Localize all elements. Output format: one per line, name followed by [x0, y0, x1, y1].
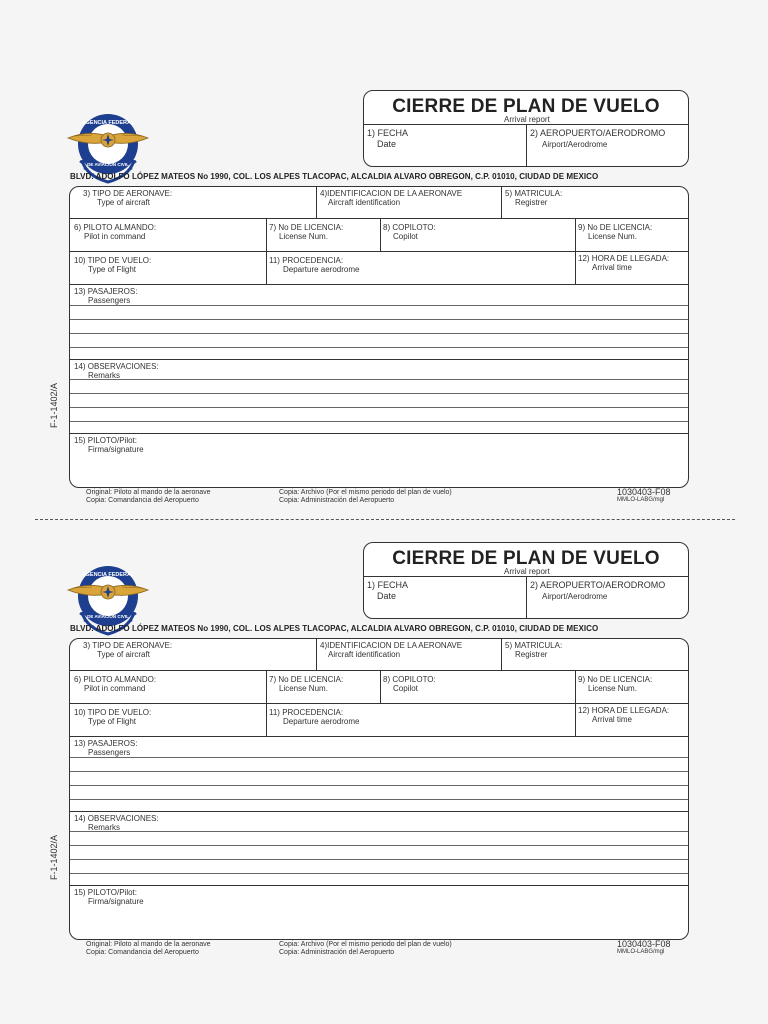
field-pilot-in-command[interactable]	[74, 223, 156, 241]
footer-copy-admin: Copia: Administración del Aeropuerto	[279, 497, 395, 504]
form-code: 1030403-F08	[617, 939, 671, 949]
field-copilot[interactable]	[383, 675, 436, 693]
row-divider	[70, 359, 688, 360]
row-divider	[70, 811, 688, 812]
footer-distribution-left	[86, 489, 211, 505]
col-divider	[501, 639, 502, 670]
field-arrival-time-label: 12) HORA DE LLEGADA:	[578, 706, 670, 715]
field-aircraft-type-label: 3) TIPO DE AERONAVE:	[83, 641, 173, 650]
row-divider	[70, 885, 688, 886]
form-title: CIERRE DE PLAN DE VUELO	[392, 548, 660, 569]
field-pilot-license-label: 7) No DE LICENCIA:	[269, 675, 344, 684]
field-copilot-license-sublabel: License Num.	[588, 684, 637, 693]
col-divider	[575, 218, 576, 284]
field-departure-label: 11) PROCEDENCIA:	[269, 708, 344, 717]
row-divider	[70, 284, 688, 285]
remarks-line	[70, 859, 688, 860]
svg-text:AGENCIA FEDERAL: AGENCIA FEDERAL	[81, 572, 135, 578]
title-box	[363, 542, 689, 619]
field-pilot-label: 6) PILOTO ALMANDO:	[74, 675, 157, 684]
field-registration-sublabel: Registrer	[515, 198, 548, 207]
field-departure[interactable]	[269, 708, 359, 726]
footer-copy-command: Copia: Comandancia del Aeropuerto	[86, 949, 199, 956]
field-pilot-sublabel: Pilot in command	[84, 684, 146, 693]
row-divider	[70, 433, 688, 434]
footer-distribution-left	[86, 941, 211, 957]
field-pilot-in-command[interactable]	[74, 675, 156, 693]
remarks-line	[70, 379, 688, 380]
field-copilot-license-label: 9) No DE LICENCIA:	[578, 223, 653, 232]
field-aircraft-id[interactable]	[320, 189, 462, 207]
footer-original: Original: Piloto al mando de la aeronave	[86, 489, 211, 496]
field-aircraft-type-sublabel: Type of aircraft	[97, 198, 150, 207]
field-passengers[interactable]	[74, 739, 137, 757]
title-box-fields	[364, 124, 688, 166]
field-remarks-label: 14) OBSERVACIONES:	[74, 814, 159, 823]
col-divider	[380, 218, 381, 251]
passenger-line	[70, 333, 688, 334]
passenger-line	[70, 771, 688, 772]
field-pilot-license[interactable]	[269, 675, 343, 693]
field-date-label: 1) FECHA	[367, 128, 409, 138]
field-airport-sublabel: Airport/Aerodrome	[542, 592, 608, 601]
form-code: 1030403-F08	[617, 487, 671, 497]
remarks-line	[70, 845, 688, 846]
field-copilot-label: 8) COPILOTO:	[383, 675, 436, 684]
field-pilot-license-sublabel: License Num.	[279, 232, 328, 241]
field-arrival-time[interactable]	[578, 706, 669, 724]
field-registration-sublabel: Registrer	[515, 650, 548, 659]
field-arrival-time-sublabel: Arrival time	[592, 715, 633, 724]
field-date-sublabel: Date	[377, 139, 397, 149]
field-date[interactable]	[367, 580, 408, 602]
field-remarks-sublabel: Remarks	[88, 823, 121, 832]
field-signature-sublabel: Firma/signature	[88, 445, 144, 454]
field-arrival-time[interactable]	[578, 254, 669, 272]
field-registration[interactable]	[505, 641, 562, 659]
field-aircraft-type[interactable]	[83, 641, 172, 659]
field-remarks-label: 14) OBSERVACIONES:	[74, 362, 159, 371]
row-divider	[70, 670, 688, 671]
passenger-line	[70, 319, 688, 320]
passenger-line	[70, 799, 688, 800]
field-date-label: 1) FECHA	[367, 580, 409, 590]
field-copilot-sublabel: Copilot	[393, 232, 418, 241]
side-form-code: F-1-1402/A	[49, 834, 59, 880]
footer-copy-command: Copia: Comandancia del Aeropuerto	[86, 497, 199, 504]
field-date-sublabel: Date	[377, 591, 397, 601]
row-divider	[70, 251, 688, 252]
field-aircraft-id-sublabel: Aircraft identification	[328, 198, 401, 207]
field-registration-label: 5) MATRICULA:	[505, 641, 563, 650]
field-flight-type-sublabel: Type of Flight	[88, 717, 137, 726]
field-arrival-time-sublabel: Arrival time	[592, 263, 633, 272]
form-subtitle: Arrival report	[504, 567, 550, 576]
field-arrival-time-label: 12) HORA DE LLEGADA:	[578, 254, 670, 263]
field-signature-label: 15) PILOTO/Pilot:	[74, 436, 137, 445]
footer-form-code	[617, 940, 671, 956]
col-divider	[575, 670, 576, 736]
field-signature-sublabel: Firma/signature	[88, 897, 144, 906]
field-aircraft-id[interactable]	[320, 641, 462, 659]
field-signature-label: 15) PILOTO/Pilot:	[74, 888, 137, 897]
row-divider	[70, 736, 688, 737]
field-airport-label: 2) AEROPUERTO/AERODROMO	[530, 580, 666, 590]
field-date[interactable]	[367, 128, 408, 150]
field-departure-sublabel: Departure aerodrome	[283, 265, 360, 274]
address: BLVD. ADOLFO LÓPEZ MATEOS No 1990, COL. LOS ALPES TLACOPAC, ALCALDIA ALVARO OBREGON, C.P. 01010, CIUDAD DE MEXICO	[70, 172, 599, 181]
field-passengers[interactable]	[74, 287, 137, 305]
col-divider	[501, 187, 502, 218]
field-pilot-signature[interactable]	[74, 888, 144, 906]
main-form-box	[69, 186, 689, 488]
field-flight-type[interactable]	[74, 256, 151, 274]
row-divider	[70, 703, 688, 704]
form-title: CIERRE DE PLAN DE VUELO	[392, 96, 660, 117]
field-remarks[interactable]	[74, 814, 159, 832]
side-form-code: F-1-1402/A	[49, 382, 59, 428]
field-registration-label: 5) MATRICULA:	[505, 189, 563, 198]
footer-copy-admin: Copia: Administración del Aeropuerto	[279, 949, 395, 956]
field-flight-type[interactable]	[74, 708, 151, 726]
remarks-line	[70, 407, 688, 408]
field-airport-sublabel: Airport/Aerodrome	[542, 140, 608, 149]
field-departure-sublabel: Departure aerodrome	[283, 717, 360, 726]
col-divider	[316, 639, 317, 670]
field-copilot-label: 8) COPILOTO:	[383, 223, 436, 232]
field-pilot-signature[interactable]	[74, 436, 144, 454]
form-code-small: MMLO-LABG/mgl	[617, 949, 665, 955]
field-copilot-license-sublabel: License Num.	[588, 232, 637, 241]
field-airport-label: 2) AEROPUERTO/AERODROMO	[530, 128, 666, 138]
passenger-line	[70, 785, 688, 786]
footer-distribution-right	[279, 489, 452, 505]
footer-copy-archive: Copia: Archivo (Por el mismo periodo del plan de vuelo)	[279, 489, 452, 496]
title-box-divider	[526, 577, 527, 618]
field-passengers-label: 13) PASAJEROS:	[74, 739, 138, 748]
field-remarks[interactable]	[74, 362, 159, 380]
field-passengers-label: 13) PASAJEROS:	[74, 287, 138, 296]
remarks-line	[70, 831, 688, 832]
remarks-line	[70, 873, 688, 874]
field-aircraft-id-label: 4)IDENTIFICACION DE LA AERONAVE	[320, 189, 463, 198]
field-flight-type-label: 10) TIPO DE VUELO:	[74, 708, 152, 717]
main-form-box	[69, 638, 689, 940]
field-aircraft-type[interactable]	[83, 189, 172, 207]
svg-text:DE AVIACIÓN CIVIL: DE AVIACIÓN CIVIL	[87, 614, 129, 619]
field-copilot-sublabel: Copilot	[393, 684, 418, 693]
title-box-fields	[364, 576, 688, 618]
field-airport[interactable]	[530, 128, 665, 150]
field-airport[interactable]	[530, 580, 665, 602]
col-divider	[316, 187, 317, 218]
footer-distribution-right	[279, 941, 452, 957]
footer-copy-archive: Copia: Archivo (Por el mismo periodo del plan de vuelo)	[279, 941, 452, 948]
field-remarks-sublabel: Remarks	[88, 371, 121, 380]
form-subtitle: Arrival report	[504, 115, 550, 124]
title-box	[363, 90, 689, 167]
passenger-line	[70, 305, 688, 306]
field-pilot-license-label: 7) No DE LICENCIA:	[269, 223, 344, 232]
passenger-line	[70, 757, 688, 758]
title-box-divider	[526, 125, 527, 166]
form-copy-top	[0, 90, 768, 540]
field-copilot-license[interactable]	[578, 223, 652, 241]
svg-text:AGENCIA FEDERAL: AGENCIA FEDERAL	[81, 120, 135, 126]
svg-text:DE AVIACIÓN CIVIL: DE AVIACIÓN CIVIL	[87, 162, 129, 167]
field-pilot-license[interactable]	[269, 223, 343, 241]
address: BLVD. ADOLFO LÓPEZ MATEOS No 1990, COL. LOS ALPES TLACOPAC, ALCALDIA ALVARO OBREGON, C.P. 01010, CIUDAD DE MEXICO	[70, 624, 599, 633]
col-divider	[380, 670, 381, 703]
col-divider	[266, 218, 267, 284]
field-flight-type-label: 10) TIPO DE VUELO:	[74, 256, 152, 265]
field-aircraft-id-sublabel: Aircraft identification	[328, 650, 401, 659]
form-code-small: MMLO-LABG/mgl	[617, 497, 665, 503]
footer-original: Original: Piloto al mando de la aeronave	[86, 941, 211, 948]
field-copilot-license-label: 9) No DE LICENCIA:	[578, 675, 653, 684]
form-copy-bottom	[0, 542, 768, 992]
col-divider	[266, 670, 267, 736]
field-copilot[interactable]	[383, 223, 436, 241]
field-aircraft-type-sublabel: Type of aircraft	[97, 650, 150, 659]
field-pilot-license-sublabel: License Num.	[279, 684, 328, 693]
row-divider	[70, 218, 688, 219]
passenger-line	[70, 347, 688, 348]
field-aircraft-type-label: 3) TIPO DE AERONAVE:	[83, 189, 173, 198]
field-passengers-sublabel: Passengers	[88, 748, 131, 757]
footer-form-code	[617, 488, 671, 504]
field-registration[interactable]	[505, 189, 562, 207]
field-pilot-sublabel: Pilot in command	[84, 232, 146, 241]
field-aircraft-id-label: 4)IDENTIFICACION DE LA AERONAVE	[320, 641, 463, 650]
remarks-line	[70, 393, 688, 394]
remarks-line	[70, 421, 688, 422]
field-pilot-label: 6) PILOTO ALMANDO:	[74, 223, 157, 232]
field-passengers-sublabel: Passengers	[88, 296, 131, 305]
field-copilot-license[interactable]	[578, 675, 652, 693]
field-departure-label: 11) PROCEDENCIA:	[269, 256, 344, 265]
field-flight-type-sublabel: Type of Flight	[88, 265, 137, 274]
field-departure[interactable]	[269, 256, 359, 274]
cut-line	[35, 519, 735, 520]
